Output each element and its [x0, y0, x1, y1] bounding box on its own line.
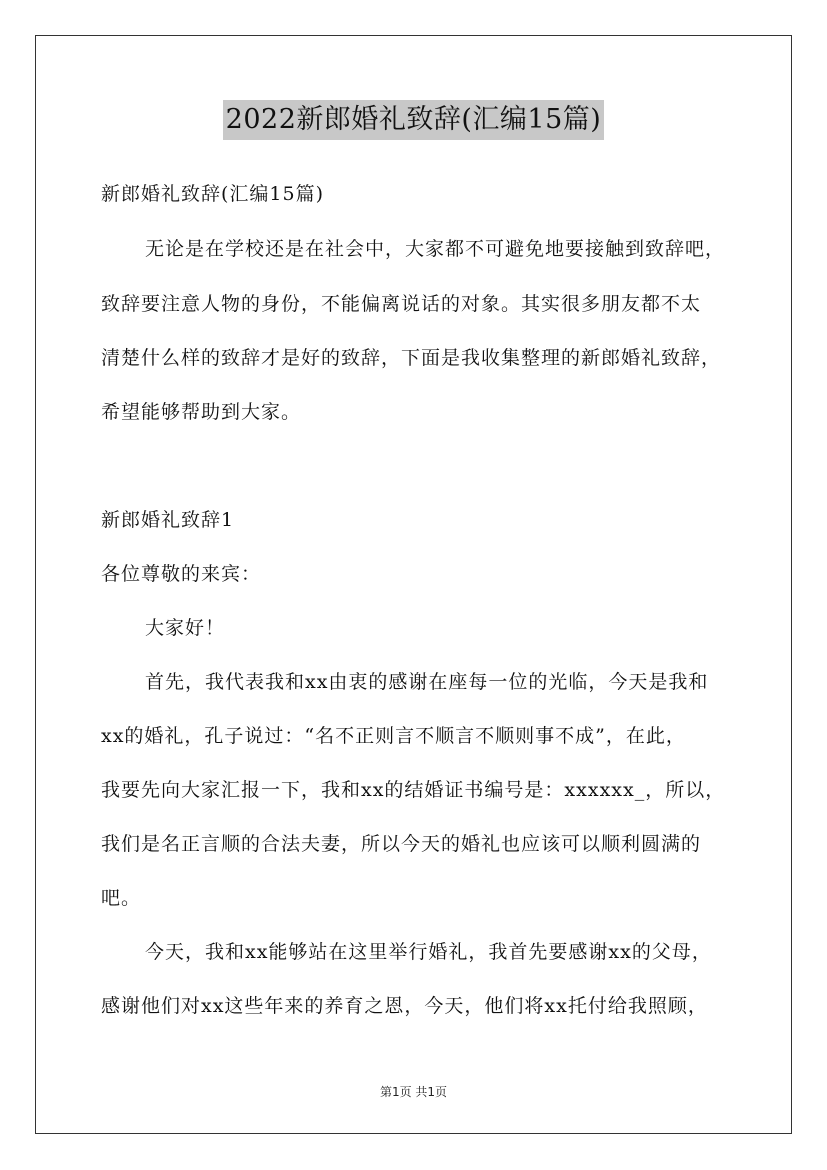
- intro-line[interactable]: 清楚什么样的致辞才是好的致辞，下面是我收集整理的新郎婚礼致辞，: [101, 347, 722, 369]
- paragraph-line[interactable]: 感谢他们对xx这些年来的养育之恩，今天，他们将xx托付给我照顾，: [101, 995, 708, 1017]
- paragraph-line[interactable]: 我要先向大家汇报一下，我和xx的结婚证书编号是：xxxxxx_，所以，: [101, 779, 726, 801]
- section-heading[interactable]: 新郎婚礼致辞1: [101, 509, 235, 531]
- greeting[interactable]: 大家好！: [145, 617, 226, 639]
- paragraph-line[interactable]: 今天，我和xx能够站在这里举行婚礼，我首先要感谢xx的父母，: [145, 941, 712, 963]
- intro-line[interactable]: 致辞要注意人物的身份，不能偏离说话的对象。其实很多朋友都不太: [101, 293, 702, 315]
- intro-line[interactable]: 无论是在学校还是在社会中，大家都不可避免地要接触到致辞吧，: [145, 238, 726, 260]
- document-subtitle[interactable]: 新郎婚礼致辞(汇编15篇): [101, 183, 325, 205]
- paragraph-line[interactable]: 吧。: [101, 887, 142, 909]
- title-container: [0, 100, 827, 140]
- page-number: 第1页 共1页: [379, 1085, 448, 1099]
- document-title[interactable]: 2022新郎婚礼致辞(汇编15篇): [223, 100, 605, 140]
- paragraph-line[interactable]: 首先，我代表我和xx由衷的感谢在座每一位的光临，今天是我和: [145, 671, 709, 693]
- paragraph-line[interactable]: 我们是名正言顺的合法夫妻，所以今天的婚礼也应该可以顺利圆满的: [101, 833, 702, 855]
- intro-line[interactable]: 希望能够帮助到大家。: [101, 401, 302, 423]
- salutation[interactable]: 各位尊敬的来宾：: [101, 563, 262, 585]
- paragraph-line[interactable]: xx的婚礼，孔子说过：“名不正则言不顺言不顺则事不成”，在此，: [101, 725, 686, 747]
